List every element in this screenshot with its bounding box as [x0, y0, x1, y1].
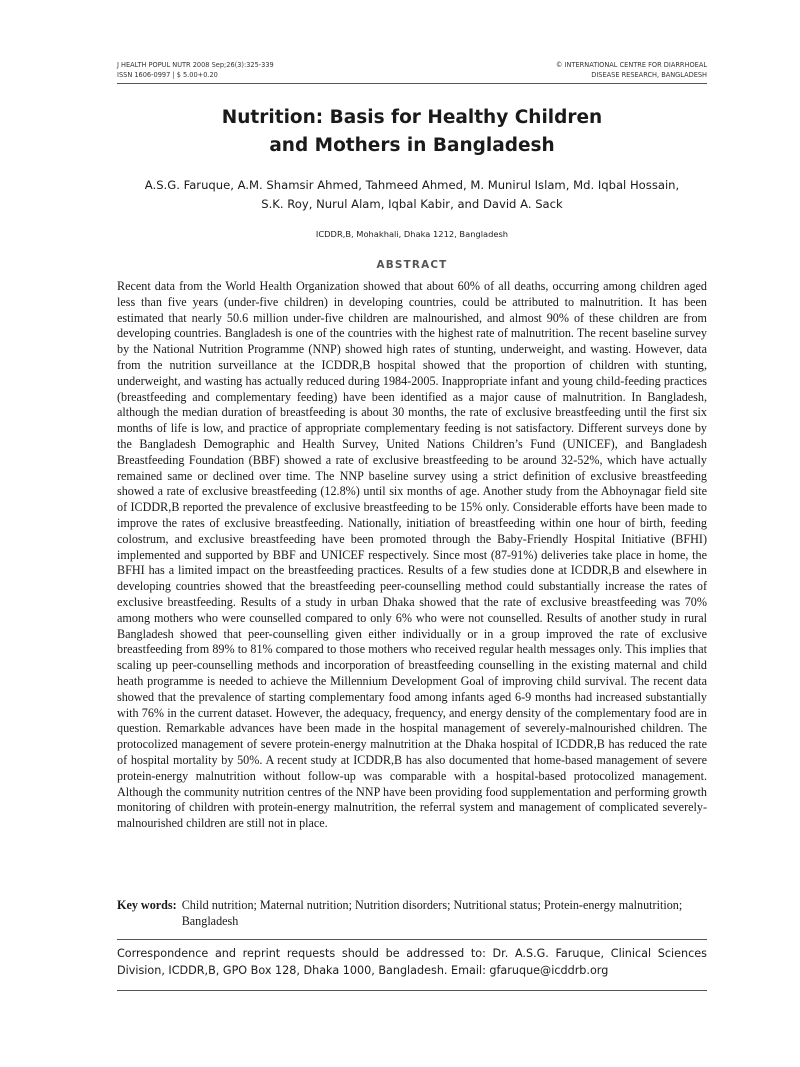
footnote-bottom-rule — [117, 990, 707, 991]
abstract-body: Recent data from the World Health Organization showed that about 60% of all deaths, occurring among children aged less than five years (under-five children) in developing countries, could be attributed to malnutrition. It has been estimated that nearly 50.6 million under-five children are malnourished, and almost 90% of these children are from developing countries. Bangladesh is one of the countries with the highest rate of malnutrition. The recent baseline survey by the National Nutrition Programme (NNP) showed high rates of stunting, underweight, and wasting. However, data from the nutrition surveillance at the ICDDR,B hospital showed that the proportion of children with stunting, underweight, and wasting has actually reduced during 1984-2005. Inappropriate infant and young child-feeding practices (breastfeeding and complementary feeding) have been identified as a major cause of malnutrition. In Bangladesh, although the median duration of breastfeeding is about 30 months, the rate of exclusive breastfeeding until the first six months of life is low, and practice of appropriate complementary feeding is not satisfactory. Different surveys done by the Bangladesh Demographic and Health Survey, United Nations Children’s Fund (UNICEF), and Bangladesh Breastfeeding Foundation (BBF) showed a rate of exclusive breastfeeding to be around 32-52%, which have actually remained same or declined over time. The NNP baseline survey using a strict definition of exclusive breastfeeding showed a rate of exclusive breastfeeding (12.8%) until six months of age. Another study from the Abhoynagar field site of ICDDR,B reported the prevalence of exclusive breastfeeding to be 15% only. Considerable efforts have been made to improve the rates of exclusive breastfeeding. Nationally, initiation of breastfeeding within one hour of birth, feeding colostrum, and exclusive breastfeeding have been promoted through the Baby-Friendly Hospital Initiative (BFHI) implemented and supported by BBF and UNICEF respectively. Since most (87-91%) deliveries take place in home, the BFHI has a limited impact on the breastfeeding practices. Results of a few studies done at ICDDR,B and elsewhere in developing countries showed that the breastfeeding peer-counselling method could substantially increase the rates of exclusive breastfeeding. Results of a study in urban Dhaka showed that the rate of exclusive breastfeeding was 70% among mothers who were counselled compared to only 6% who were not counselled. Results of another study in rural Bangladesh showed that peer-counselling given either individually or in a group improved the rate of exclusive breastfeeding from 89% to 81% compared to those mothers who received regular health messages only. This implies that scaling up peer-counselling methods and incorporation of breastfeeding counselling in the existing maternal and child heath programme is needed to achieve the Millennium Development Goal of improving child survival. The recent data showed that the prevalence of starting complementary food among infants aged 6-9 months had increased substantially with 76% in the current dataset. However, the adequacy, frequency, and energy density of the complementary food are in question. Remarkable advances have been made in the hospital management of severely-malnourished children. The protocolized management of severe protein-energy malnutrition at the Dhaka hospital of ICDDR,B has reduced the rate of hospital mortality by 50%. A recent study at ICDDR,B has also documented that home-based management of severe protein-energy malnutrition without follow-up was comparable with a hospital-based protocolized management. Although the community nutrition centres of the NNP have been providing food supplementation and performing growth monitoring of children with protein-energy malnutrition, the referral system and management of complicated severely-malnourished children are still not in place. — [117, 279, 707, 831]
keywords-text: Child nutrition; Maternal nutrition; Nutrition disorders; Nutritional status; Protein-energy malnutrition; Bangladesh — [181, 898, 683, 928]
author-list — [117, 176, 707, 214]
footnote-top-rule — [117, 939, 707, 940]
keywords-label: Key words: — [117, 898, 177, 912]
journal-line-1: J HEALTH POPUL NUTR 2008 Sep;26(3):325-339 — [117, 61, 274, 69]
publisher-notice — [556, 60, 707, 80]
authors-line-1: A.S.G. Faruque, A.M. Shamsir Ahmed, Tahmeed Ahmed, M. Munirul Islam, Md. Iqbal Hossain, — [144, 178, 680, 192]
title-line-1: Nutrition: Basis for Healthy Children — [221, 107, 603, 128]
journal-line-2: ISSN 1606-0997 | $ 5.00+0.20 — [117, 71, 218, 79]
correspondence-note: Correspondence and reprint requests should be addressed to: Dr. A.S.G. Faruque, Clinical Sciences Division, ICDDR,B, GPO Box 128, Dhaka 1000, Bangladesh. Email: gfaruque@icddrb.org — [117, 947, 707, 977]
authors-line-2: S.K. Roy, Nurul Alam, Iqbal Kabir, and David A. Sack — [261, 197, 563, 211]
journal-citation — [117, 60, 274, 80]
abstract-heading: ABSTRACT — [376, 259, 448, 271]
publisher-line-1: © INTERNATIONAL CENTRE FOR DIARRHOEAL — [555, 61, 707, 69]
running-header — [117, 60, 707, 84]
publisher-line-2: DISEASE RESEARCH, BANGLADESH — [591, 71, 707, 79]
header-rule — [117, 83, 707, 84]
affiliation: ICDDR,B, Mohakhali, Dhaka 1212, Bangladesh — [315, 229, 509, 239]
title-line-2: and Mothers in Bangladesh — [269, 135, 555, 156]
keywords — [117, 898, 707, 930]
article-title — [117, 104, 707, 160]
